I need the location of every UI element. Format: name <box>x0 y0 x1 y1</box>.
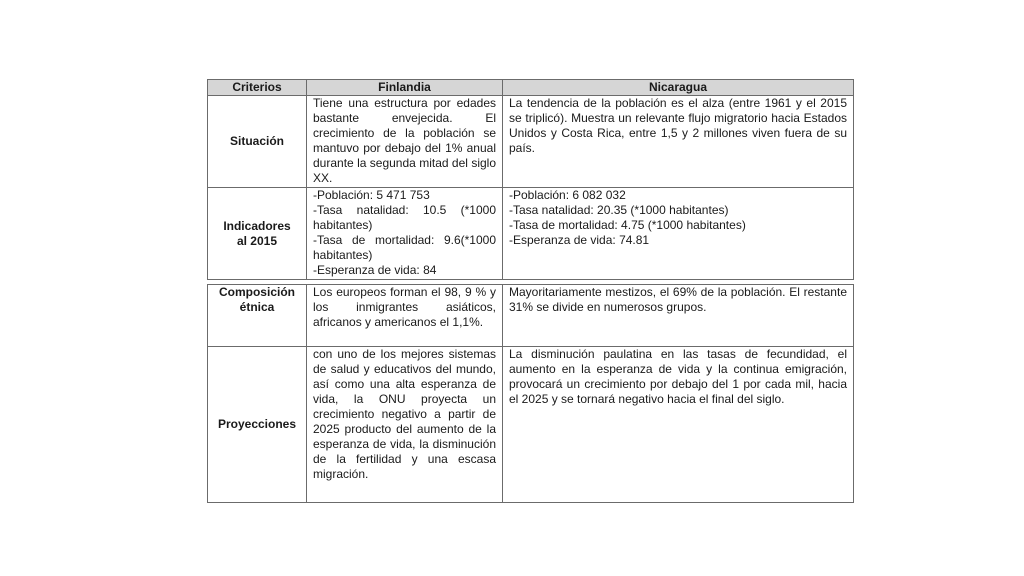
row-label-indicadores-line1: Indicadores <box>223 218 291 233</box>
table-row-indicadores <box>208 188 854 280</box>
cell-proyecciones-nicaragua: La disminución paulatina en las tasas de fecundidad, el aumento en la esperanza de vida y la continua emigración, provocará un crecimiento por debajo del 1 por cada mil, hacia el 2025 y se tornará negativo hacia el final del siglo. <box>503 347 854 503</box>
indicator-line: -Tasa natalidad: 20.35 (*1000 habitantes) <box>509 203 729 217</box>
cell-situacion-finlandia: Tiene una estructura por edades bastante envejecida. El crecimiento de la población se mantuvo por debajo del 1% anual durante la segunda mitad del siglo XX. <box>307 96 503 188</box>
row-label-composicion-line2: étnica <box>239 300 275 314</box>
row-label-indicadores-line2: al 2015 <box>236 233 278 248</box>
table-header-row <box>208 80 854 96</box>
row-label-composicion <box>208 285 307 347</box>
indicator-line: -Tasa de mortalidad: 9.6(*1000 habitantes) <box>313 233 496 262</box>
indicator-line: -Esperanza de vida: 84 <box>313 263 437 277</box>
row-label-situacion: Situación <box>208 96 307 188</box>
row-label-proyecciones: Proyecciones <box>208 347 307 503</box>
header-criterios: Criterios <box>208 80 307 96</box>
indicator-line: -Tasa natalidad: 10.5 (*1000 habitantes) <box>313 203 496 232</box>
indicator-line: -Población: 6 082 032 <box>509 188 626 202</box>
header-finlandia: Finlandia <box>307 80 503 96</box>
cell-situacion-nicaragua: La tendencia de la población es el alza (entre 1961 y el 2015 se triplicó). Muestra un relevante flujo migratorio hacia Estados Unidos y Costa Rica, entre 1,5 y 2 millones viven fuera de su país. <box>503 96 854 188</box>
table-row-composicion <box>208 285 854 347</box>
header-nicaragua: Nicaragua <box>503 80 854 96</box>
indicator-line: -Población: 5 471 753 <box>313 188 430 202</box>
cell-composicion-finlandia: Los europeos forman el 98, 9 % y los inmigrantes asiáticos, africanos y americanos el 1,1%. <box>307 285 503 347</box>
cell-composicion-nicaragua: Mayoritariamente mestizos, el 69% de la población. El restante 31% se divide en numerosos grupos. <box>503 285 854 347</box>
comparison-table-top <box>207 79 854 280</box>
table-row-proyecciones <box>208 347 854 503</box>
row-label-composicion-line1: Composición <box>218 285 295 299</box>
comparison-table-bottom <box>207 284 854 503</box>
cell-indicadores-finlandia <box>307 188 503 280</box>
indicator-line: -Tasa de mortalidad: 4.75 (*1000 habitantes) <box>509 218 746 232</box>
table-row-situacion <box>208 96 854 188</box>
indicator-line: -Esperanza de vida: 74.81 <box>509 233 650 247</box>
cell-proyecciones-finlandia: con uno de los mejores sistemas de salud y educativos del mundo, así como una alta esperanza de vida, la ONU proyecta un crecimiento negativo a partir de 2025 producto del aumento de la esperanza de vida, la disminución de la fertilidad y una escasa migración. <box>307 347 503 503</box>
cell-indicadores-nicaragua <box>503 188 854 280</box>
row-label-indicadores <box>208 188 307 280</box>
